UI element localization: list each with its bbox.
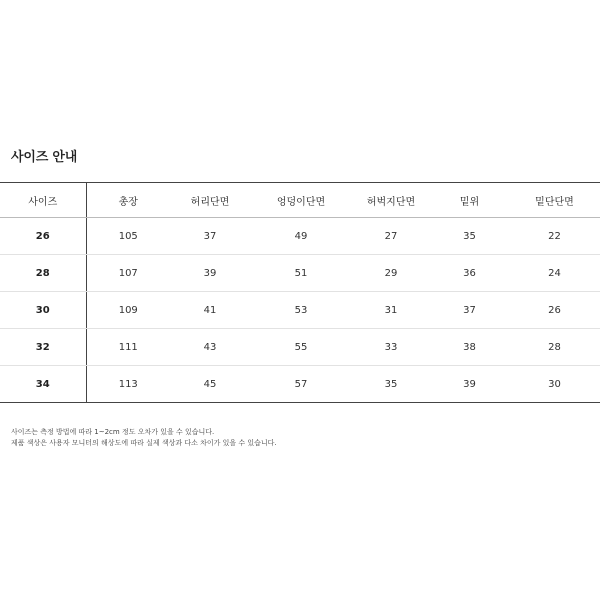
table-cell: 39 [170,255,250,292]
column-header-hem: 밑단단면 [509,183,600,218]
table-cell: 55 [250,329,352,366]
column-header-thigh: 허벅지단면 [352,183,430,218]
table-cell: 39 [430,366,509,403]
table-cell: 36 [430,255,509,292]
column-header-waist: 허리단면 [170,183,250,218]
table-cell: 109 [86,292,170,329]
table-cell: 53 [250,292,352,329]
table-cell: 45 [170,366,250,403]
size-cell: 26 [0,218,86,255]
table-row [0,292,600,329]
size-table [0,182,600,403]
table-cell: 107 [86,255,170,292]
table-cell: 28 [509,329,600,366]
table-cell: 37 [170,218,250,255]
table-row [0,329,600,366]
table-cell: 111 [86,329,170,366]
table-cell: 113 [86,366,170,403]
table-row [0,255,600,292]
size-notes [11,427,277,449]
table-cell: 30 [509,366,600,403]
table-cell: 37 [430,292,509,329]
column-header-size: 사이즈 [0,183,86,218]
table-cell: 38 [430,329,509,366]
column-header-hip: 엉덩이단면 [250,183,352,218]
note-color: 제품 색상은 사용자 모니터의 해상도에 따라 실제 색상과 다소 차이가 있을 수 있습니다. [11,439,277,447]
table-cell: 35 [430,218,509,255]
size-cell: 28 [0,255,86,292]
table-cell: 24 [509,255,600,292]
table-row [0,366,600,403]
table-cell: 57 [250,366,352,403]
table-cell: 41 [170,292,250,329]
table-cell: 22 [509,218,600,255]
table-header-row [0,183,600,218]
page-title: 사이즈 안내 [11,150,78,165]
table-cell: 33 [352,329,430,366]
column-header-total-length: 총장 [86,183,170,218]
table-cell: 31 [352,292,430,329]
table-cell: 29 [352,255,430,292]
table-cell: 26 [509,292,600,329]
size-cell: 30 [0,292,86,329]
column-header-rise: 밑위 [430,183,509,218]
note-measurement: 사이즈는 측정 방법에 따라 1~2cm 정도 오차가 있을 수 있습니다. [11,428,215,436]
table-cell: 27 [352,218,430,255]
table-cell: 51 [250,255,352,292]
size-cell: 32 [0,329,86,366]
table-cell: 49 [250,218,352,255]
table-cell: 35 [352,366,430,403]
table-cell: 105 [86,218,170,255]
table-cell: 43 [170,329,250,366]
size-cell: 34 [0,366,86,403]
table-row [0,218,600,255]
